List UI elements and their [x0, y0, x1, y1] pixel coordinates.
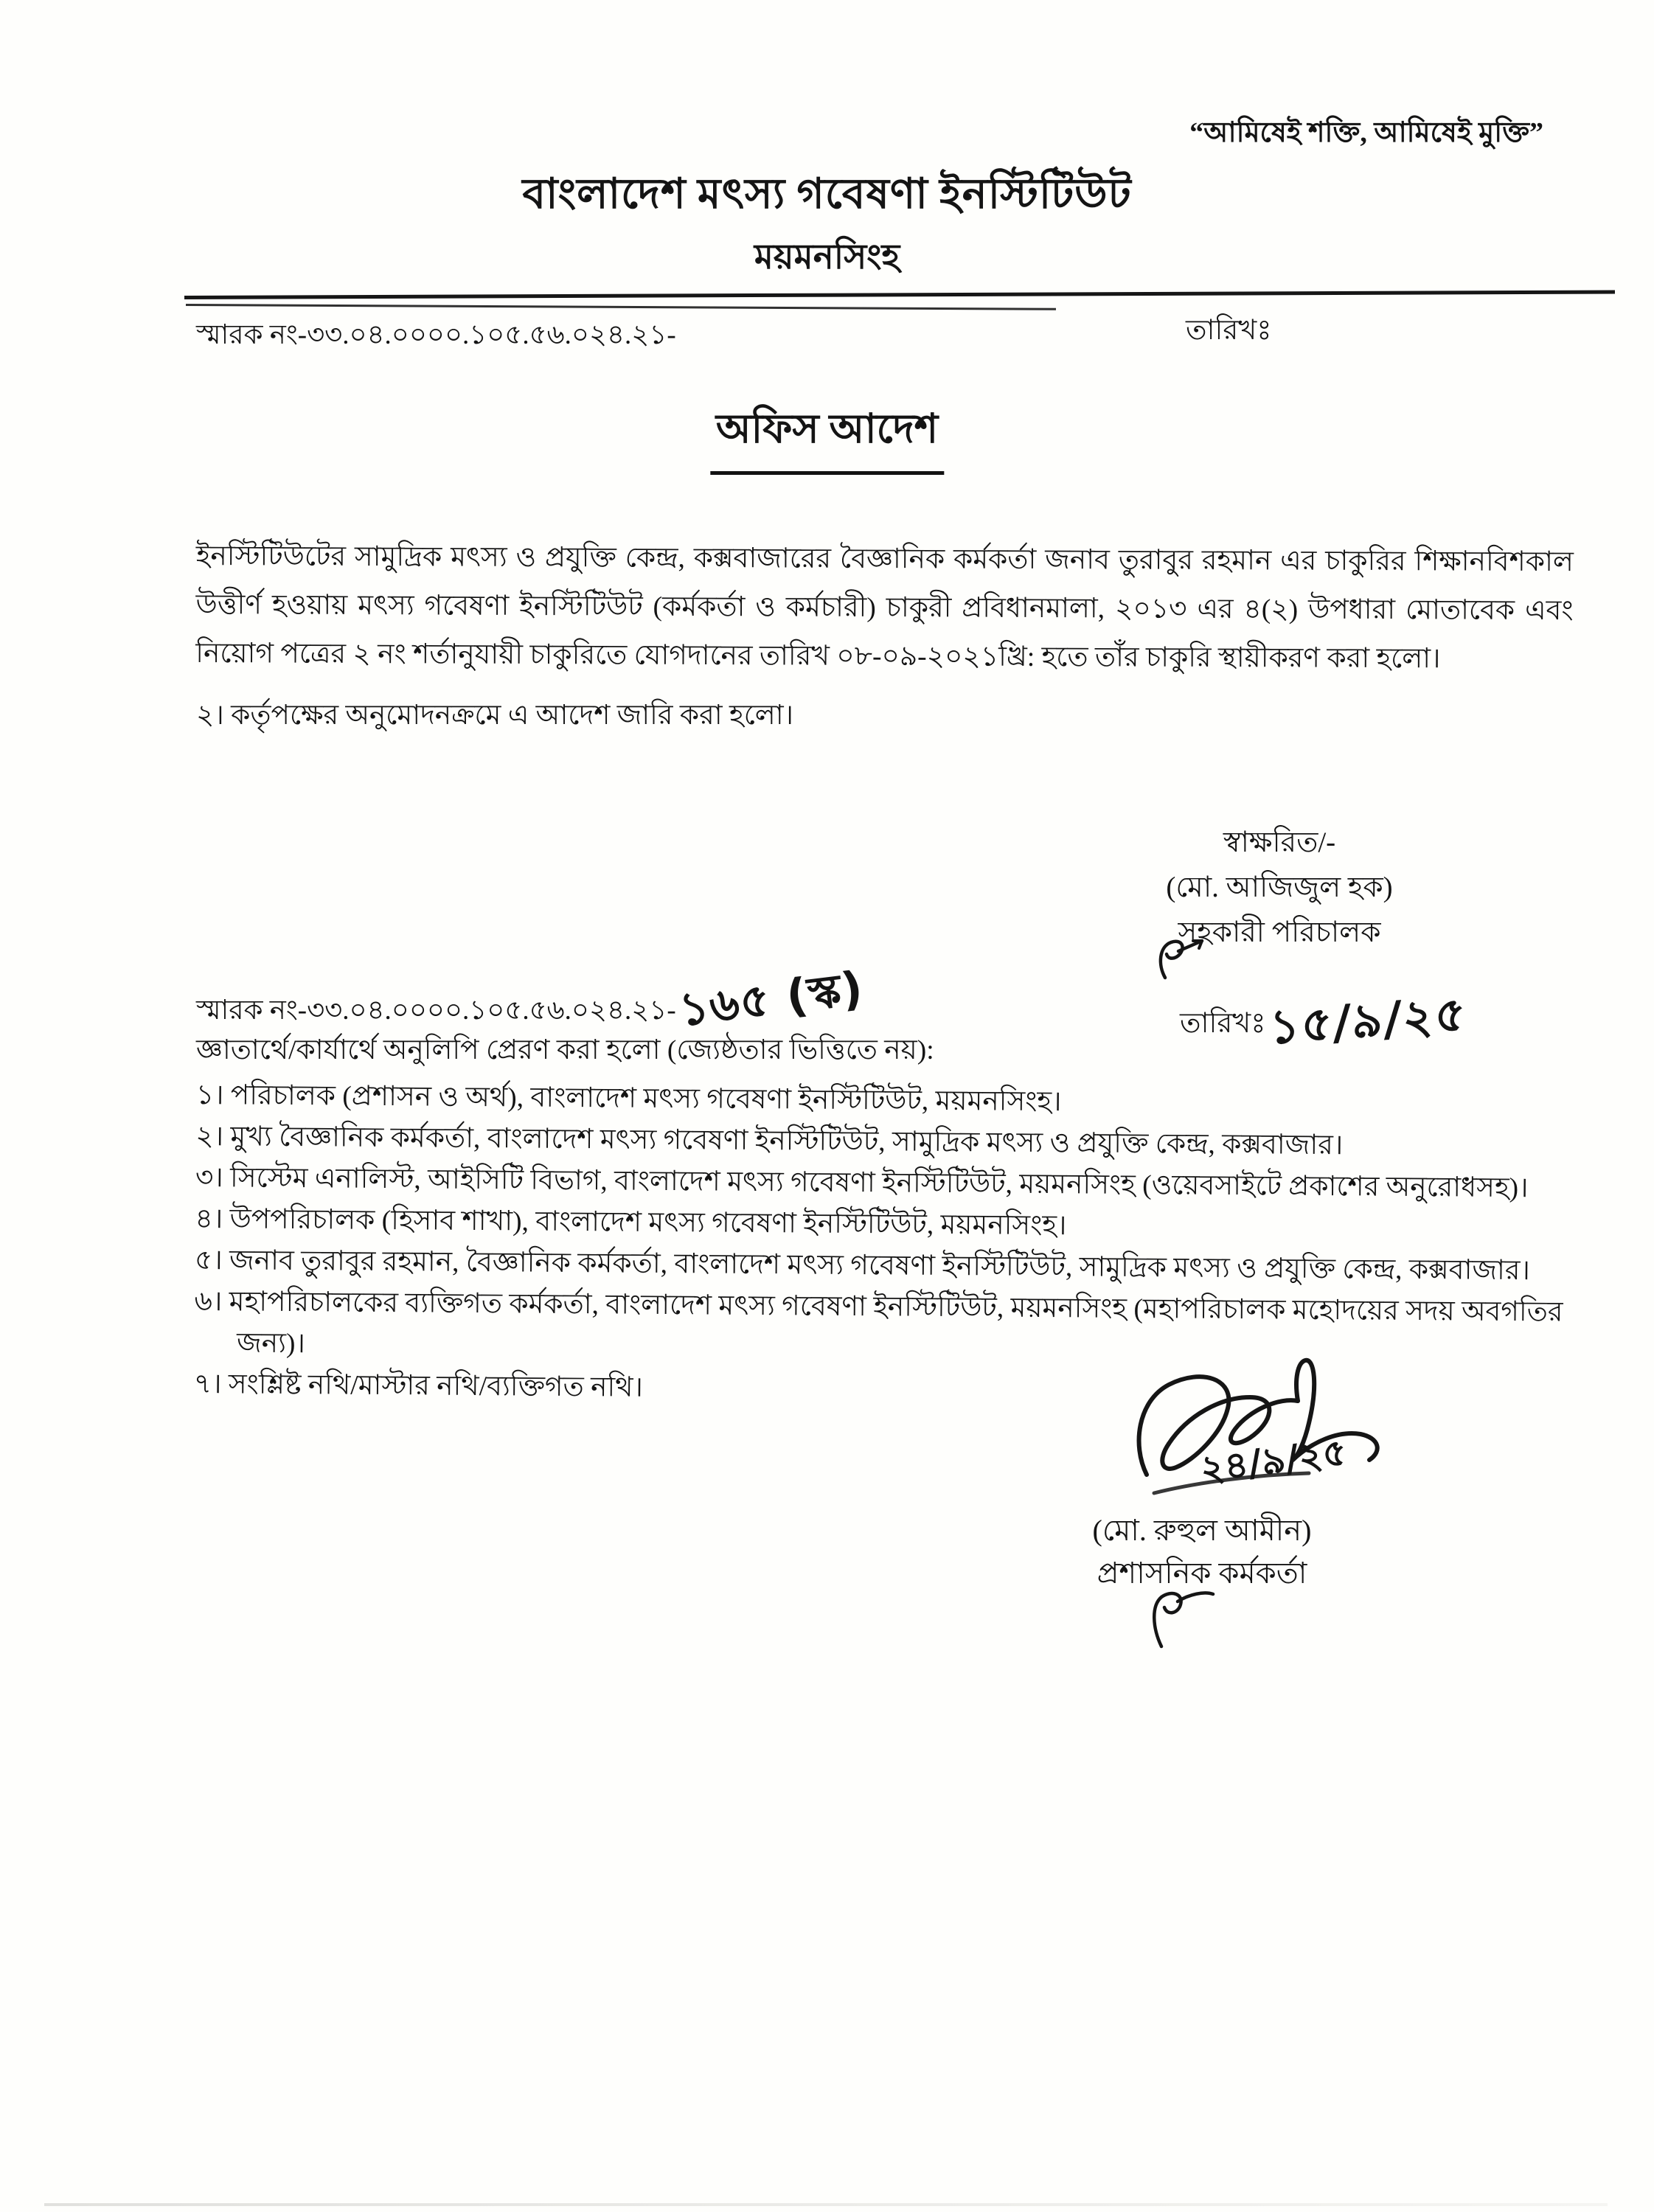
header-divider-line: [184, 291, 1615, 299]
signature-date-label: তারিখঃ: [1180, 1008, 1266, 1039]
organization-location: ময়মনসিংহ: [754, 238, 900, 276]
handwritten-issue-number: ১৬৫ (স্ক): [675, 961, 866, 1037]
distribution-item-2: ২। মুখ্য বৈজ্ঞানিক কর্মকর্তা, বাংলাদেশ মৎস্য গবেষণা ইনস্টিটিউট, সামুদ্রিক মৎস্য ও প্রযুক্তি কেন্দ্র, কক্সবাজার।: [195, 1121, 1344, 1161]
organization-name: বাংলাদেশ মৎস্য গবেষণা ইনস্টিটিউট: [522, 171, 1132, 218]
distribution-intro: জ্ঞাতার্থে/কার্যার্থে অনুলিপি প্রেরণ করা হলো (জ্যেষ্ঠতার ভিত্তিতে নয়):: [196, 1035, 934, 1065]
signatory-name: (মো. আজিজুল হক): [1166, 872, 1393, 903]
handwritten-signature-date: ২৪/৯/২৫: [1198, 1430, 1349, 1491]
distribution-item-5: ৫। জনাব তুরাবুর রহমান, বৈজ্ঞানিক কর্মকর্তা, বাংলাদেশ মৎস্য গবেষণা ইনস্টিটিউট, সামুদ্রিক মৎস্য ও প্রযুক্তি কেন্দ্র, কক্সবাজার।: [194, 1245, 1531, 1287]
distribution-item-6: ৬। মহাপরিচালকের ব্যক্তিগত কর্মকর্তা, বাংলাদেশ মৎস্য গবেষণা ইনস্টিটিউট, ময়মনসিংহ (মহাপরিচালক মহোদয়ের সদয় অবগতির জন্য)।: [194, 1286, 1563, 1360]
signatory-designation: সহকারী পরিচালক: [1178, 917, 1381, 948]
distribution-item-3: ৩। সিস্টেম এনালিস্ট, আইসিটি বিভাগ, বাংলাদেশ মৎস্য গবেষণা ইনস্টিটিউট, ময়মনসিংহ (ওয়েবসাইটে প্রকাশের অনুরোধসহ)।: [195, 1162, 1529, 1204]
page-title: অফিস আদেশ: [710, 398, 944, 475]
signed-label: স্বাক্ষরিত/-: [1223, 827, 1336, 858]
signatory2-name: (মো. রুহুল আমীন): [1092, 1514, 1312, 1547]
distribution-item-4: ৪। উপপরিচালক (হিসাব শাখা), বাংলাদেশ মৎস্য গবেষণা ইনস্টিটিউট, ময়মনসিংহ।: [195, 1203, 1067, 1242]
distribution-item-7: ৭। সংশ্লিষ্ট নথি/মাস্টার নথি/ব্যক্তিগত নথি।: [193, 1368, 644, 1403]
signatory2-designation: প্রশাসনিক কর্মকর্তা: [1097, 1557, 1307, 1590]
scan-edge-artifact: [44, 2203, 1608, 2206]
closing-flourish-icon: [1139, 1584, 1220, 1654]
motto-text: “আমিষেই শক্তি, আমিষেই মুক্তি”: [1189, 117, 1543, 148]
approval-paragraph: ২। কর্তৃপক্ষের অনুমোদনক্রমে এ আদেশ জারি করা হলো।: [196, 700, 794, 731]
order-body-paragraph: ইনস্টিটিউটের সামুদ্রিক মৎস্য ও প্রযুক্তি কেন্দ্র, কক্সবাজারের বৈজ্ঞানিক কর্মকর্তা জনাব তুরাবুর রহমান এর চাকুরির শিক্ষানবিশকাল উত্তীর্ণ হওয়ায় মৎস্য গবেষণা ইনস্টিটিউট (কর্মকর্তা ও কর্মচারী) চাকুরী প্রবিধানমালা, ২০১৩ এর ৪(২) উপধারা মোতাবেক এবং নিয়োগ পত্রের ২ নং শর্তানুযায়ী চাকুরিতে যোগদানের তারিখ ০৮-০৯-২০২১খ্রি: হতে তাঁর চাকুরি স্থায়ীকরণ করা হলো।: [195, 540, 1574, 674]
signature-date-line: [1180, 981, 1467, 1060]
date-label: তারিখঃ: [1186, 315, 1272, 346]
handwritten-date: ১৫/৯/২৫: [1268, 987, 1467, 1056]
initial-flourish-icon: [1156, 935, 1214, 986]
distribution-item-1: ১। পরিচালক (প্রশাসন ও অর্থ), বাংলাদেশ মৎস্য গবেষণা ইনস্টিটিউট, ময়মনসিংহ।: [195, 1079, 1062, 1118]
header-divider-line-secondary: [186, 304, 1056, 310]
memo-number: স্মারক নং-৩৩.০৪.০০০০.১০৫.৫৬.০২৪.২১-: [196, 320, 676, 350]
memo-number-second: স্মারক নং-৩৩.০৪.০০০০.১০৫.৫৬.০২৪.২১-: [196, 995, 676, 1026]
